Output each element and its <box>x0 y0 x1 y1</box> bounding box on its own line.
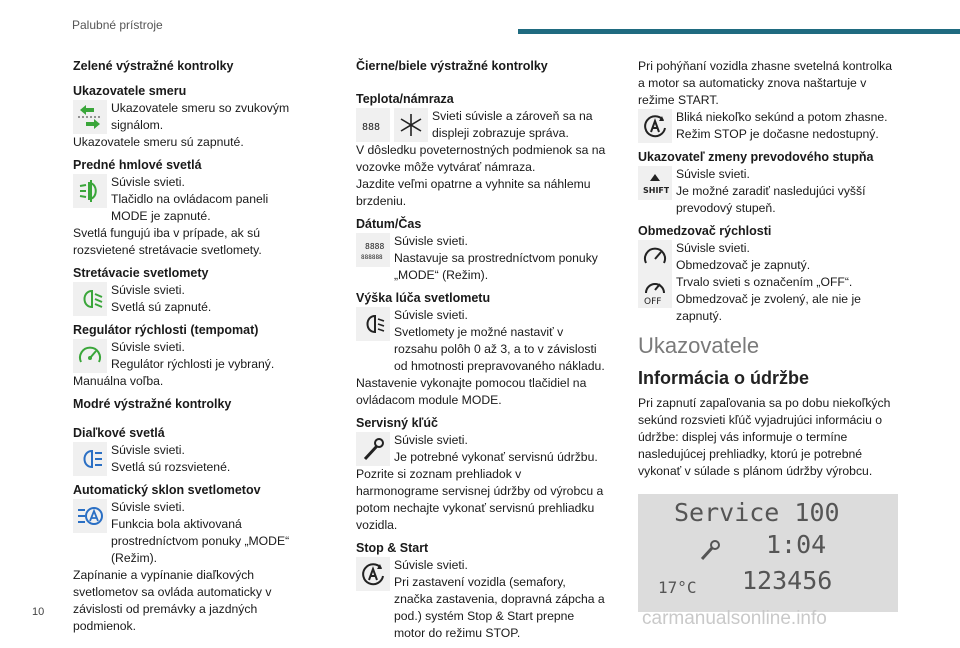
indicator-gear-shift <box>638 149 902 217</box>
indicator-line: Nastavuje sa prostredníctvom ponuky „MODE“ (Režim). <box>394 251 598 282</box>
subsection-heading-maintenance: Informácia o údržbe <box>638 368 810 388</box>
stop-start-intro: Pri pohýňaní vozidla zhasne svetelná kontrolka a motor sa automaticky znova naštartuje v režime START. <box>638 59 893 107</box>
indicator-line: Obmedzovač je zapnutý. <box>676 258 811 272</box>
service-wrench-icon <box>356 432 390 466</box>
display-odometer-text: 123456 <box>742 566 833 595</box>
svg-text:888888: 888888 <box>361 254 383 261</box>
indicator-title: Výška lúča svetlometu <box>356 291 491 305</box>
indicator-line: Režim STOP je dočasne nedostupný. <box>676 127 879 141</box>
indicator-title: Regulátor rýchlosti (tempomat) <box>73 323 259 337</box>
indicator-line: Je potrebné vykonať servisnú údržbu. <box>394 450 598 464</box>
indicator-title: Automatický sklon svetlometov <box>73 483 261 497</box>
indicator-line: Súvisle svieti. <box>111 283 185 297</box>
indicator-line: Súvisle svieti. <box>676 241 750 255</box>
indicator-line: Súvisle svieti. <box>111 500 185 514</box>
cruise-control-icon <box>73 339 107 373</box>
indicator-line: Je možné zaradiť nasledujúci vyšší prevodový stupeň. <box>676 184 866 215</box>
indicator-title: Servisný kľúč <box>356 416 438 430</box>
indicator-speed-limiter <box>638 223 902 325</box>
svg-text:8888: 8888 <box>365 242 385 251</box>
indicator-title: Teplota/námraza <box>356 92 454 106</box>
indicator-front-fog <box>73 157 308 259</box>
indicator-stop-start <box>356 540 606 642</box>
indicator-line: Svetlá fungujú iba v prípade, ak sú rozsvietené stretávacie svetlomety. <box>73 226 262 257</box>
indicator-title: Ukazovateľ zmeny prevodového stupňa <box>638 150 874 164</box>
main-beam-icon <box>73 442 107 476</box>
indicator-title: Stop & Start <box>356 541 429 555</box>
indicator-service-wrench <box>356 415 606 534</box>
headlamp-adjust-icon <box>356 307 390 341</box>
indicator-title: Dátum/Čas <box>356 217 422 231</box>
column-3 <box>638 58 902 612</box>
indicator-line: Obmedzovač je zvolený, ale nie je zapnutý. <box>676 292 861 323</box>
indicator-line: Funkcia bola aktivovaná prostredníctvom ponuky „MODE“ (Režim). <box>111 517 290 565</box>
page-number: 10 <box>32 606 45 618</box>
date-time-display-icon <box>356 233 390 267</box>
instrument-display-image <box>638 494 898 612</box>
bw-indicators-heading: Čierne/biele výstražné kontrolky <box>356 59 548 73</box>
indicator-line: Jazdite veľmi opatrne a vyhnite sa náhlemu brzdeniu. <box>356 177 591 208</box>
column-1 <box>73 58 308 641</box>
indicator-line: Súvisle svieti. <box>111 340 185 354</box>
section-heading-gauges: Ukazovatele <box>638 333 760 358</box>
display-service-text: Service 100 <box>674 498 840 527</box>
indicator-title: Obmedzovač rýchlosti <box>638 224 772 238</box>
green-indicators-heading: Zelené výstražné kontrolky <box>73 59 234 73</box>
svg-text:888: 888 <box>362 122 381 133</box>
gear-shift-up-icon <box>638 166 672 200</box>
indicator-line: Regulátor rýchlosti je vybraný. <box>111 357 275 371</box>
indicator-line: Svieti súvisle a zároveň sa na displeji zobrazuje správa. <box>432 109 593 140</box>
indicator-headlamp-beam-height <box>356 290 606 409</box>
indicator-line: V dôsledku poveternostných podmienok sa na vozovke môže vytvárať námraza. <box>356 143 606 174</box>
frost-snowflake-icon <box>394 108 428 142</box>
column-2 <box>356 58 606 648</box>
indicator-line: signálom. <box>111 118 164 132</box>
indicator-date-time <box>356 216 606 284</box>
dipped-beam-icon <box>73 282 107 316</box>
indicator-line: Svetlá sú zapnuté. <box>111 300 212 314</box>
indicator-temperature-frost <box>356 91 606 210</box>
indicator-line: Trvalo svieti s označením „OFF“. <box>676 275 853 289</box>
temperature-display-icon <box>356 108 390 142</box>
shift-icon-label: SHIFT <box>643 186 669 195</box>
indicator-auto-headlamp <box>73 482 308 635</box>
auto-headlamp-icon <box>73 499 107 533</box>
indicator-line: Bliká niekoľko sekúnd a potom zhasne. <box>676 110 888 124</box>
indicator-cruise-control <box>73 322 308 390</box>
indicator-title: Diaľkové svetlá <box>73 426 165 440</box>
indicator-line: Manuálna voľba. <box>73 374 164 388</box>
turn-signal-arrows-icon <box>73 100 107 134</box>
stop-start-blink <box>638 109 902 143</box>
display-time-text: 1:04 <box>766 530 827 559</box>
indicator-line: Nastavenie vykonajte pomocou tlačidiel na ovládacom module MODE. <box>356 376 587 407</box>
indicator-title: Predné hmlové svetlá <box>73 158 202 172</box>
front-fog-light-icon <box>73 174 107 208</box>
indicator-line: Zapínanie a vypínanie diaľkových svetlometov sa ovláda automaticky v závislosti od premávky a jazdných podmienok. <box>73 568 272 633</box>
indicator-line: Tlačidlo na ovládacom paneli MODE je zapnuté. <box>111 192 269 223</box>
indicator-dipped-beam <box>73 265 308 316</box>
stop-start-icon <box>356 557 390 591</box>
indicator-line: Ukazovatele smeru so zvukovým <box>111 101 290 115</box>
stop-start-icon <box>638 109 672 143</box>
header-accent-bar <box>518 29 960 34</box>
display-temp-text: 17°C <box>658 578 697 597</box>
indicator-turn-signals <box>73 83 308 151</box>
speed-limiter-off-icon <box>638 274 672 308</box>
indicator-title: Stretávacie svetlomety <box>73 266 209 280</box>
indicator-line: Súvisle svieti. <box>394 433 468 447</box>
indicator-line: Svetlomety je možné nastaviť v rozsahu polôh 0 až 3, a to v závislosti od hmotnosti prepravovaného nákladu. <box>394 325 605 373</box>
indicator-line: Ukazovatele smeru sú zapnuté. <box>73 135 244 149</box>
indicator-line: Súvisle svieti. <box>676 167 750 181</box>
off-icon-label: OFF <box>644 297 662 305</box>
blue-indicators-heading: Modré výstražné kontrolky <box>73 397 232 411</box>
indicator-title: Ukazovatele smeru <box>73 84 187 98</box>
indicator-main-beam <box>73 425 308 476</box>
indicator-line: Svetlá sú rozsvietené. <box>111 460 231 474</box>
indicator-line: Súvisle svieti. <box>394 308 468 322</box>
indicator-line: Pozrite si zoznam prehliadok v harmonograme servisnej údržby od výrobcu a potom nechajte vykonať servisnú prehliadku vozidla. <box>356 467 604 532</box>
indicator-line: Súvisle svieti. <box>111 175 185 189</box>
indicator-line: Pri zastavení vozidla (semafory, značka zastavenia, dopravná zápcha a pod.) systém Stop & Start prepne motor do režimu STOP. <box>394 575 605 640</box>
speed-limiter-icon <box>638 240 672 274</box>
maintenance-body: Pri zapnutí zapaľovania sa po dobu niekoľkých sekúnd rozsvieti kľúč vyjadrujúci informáciu o údržbe: displej vás informuje o termíne nasledujúcej prehliadky, ktorú je potrebné vykonať v súlade s plánom údržby výrobcu. <box>638 396 891 478</box>
page-header-title: Palubné prístroje <box>72 18 163 32</box>
indicator-line: Súvisle svieti. <box>394 234 468 248</box>
indicator-line: Súvisle svieti. <box>394 558 468 572</box>
watermark: carmanualsonline.info <box>642 608 827 629</box>
display-wrench-icon <box>698 538 722 562</box>
indicator-line: Súvisle svieti. <box>111 443 185 457</box>
